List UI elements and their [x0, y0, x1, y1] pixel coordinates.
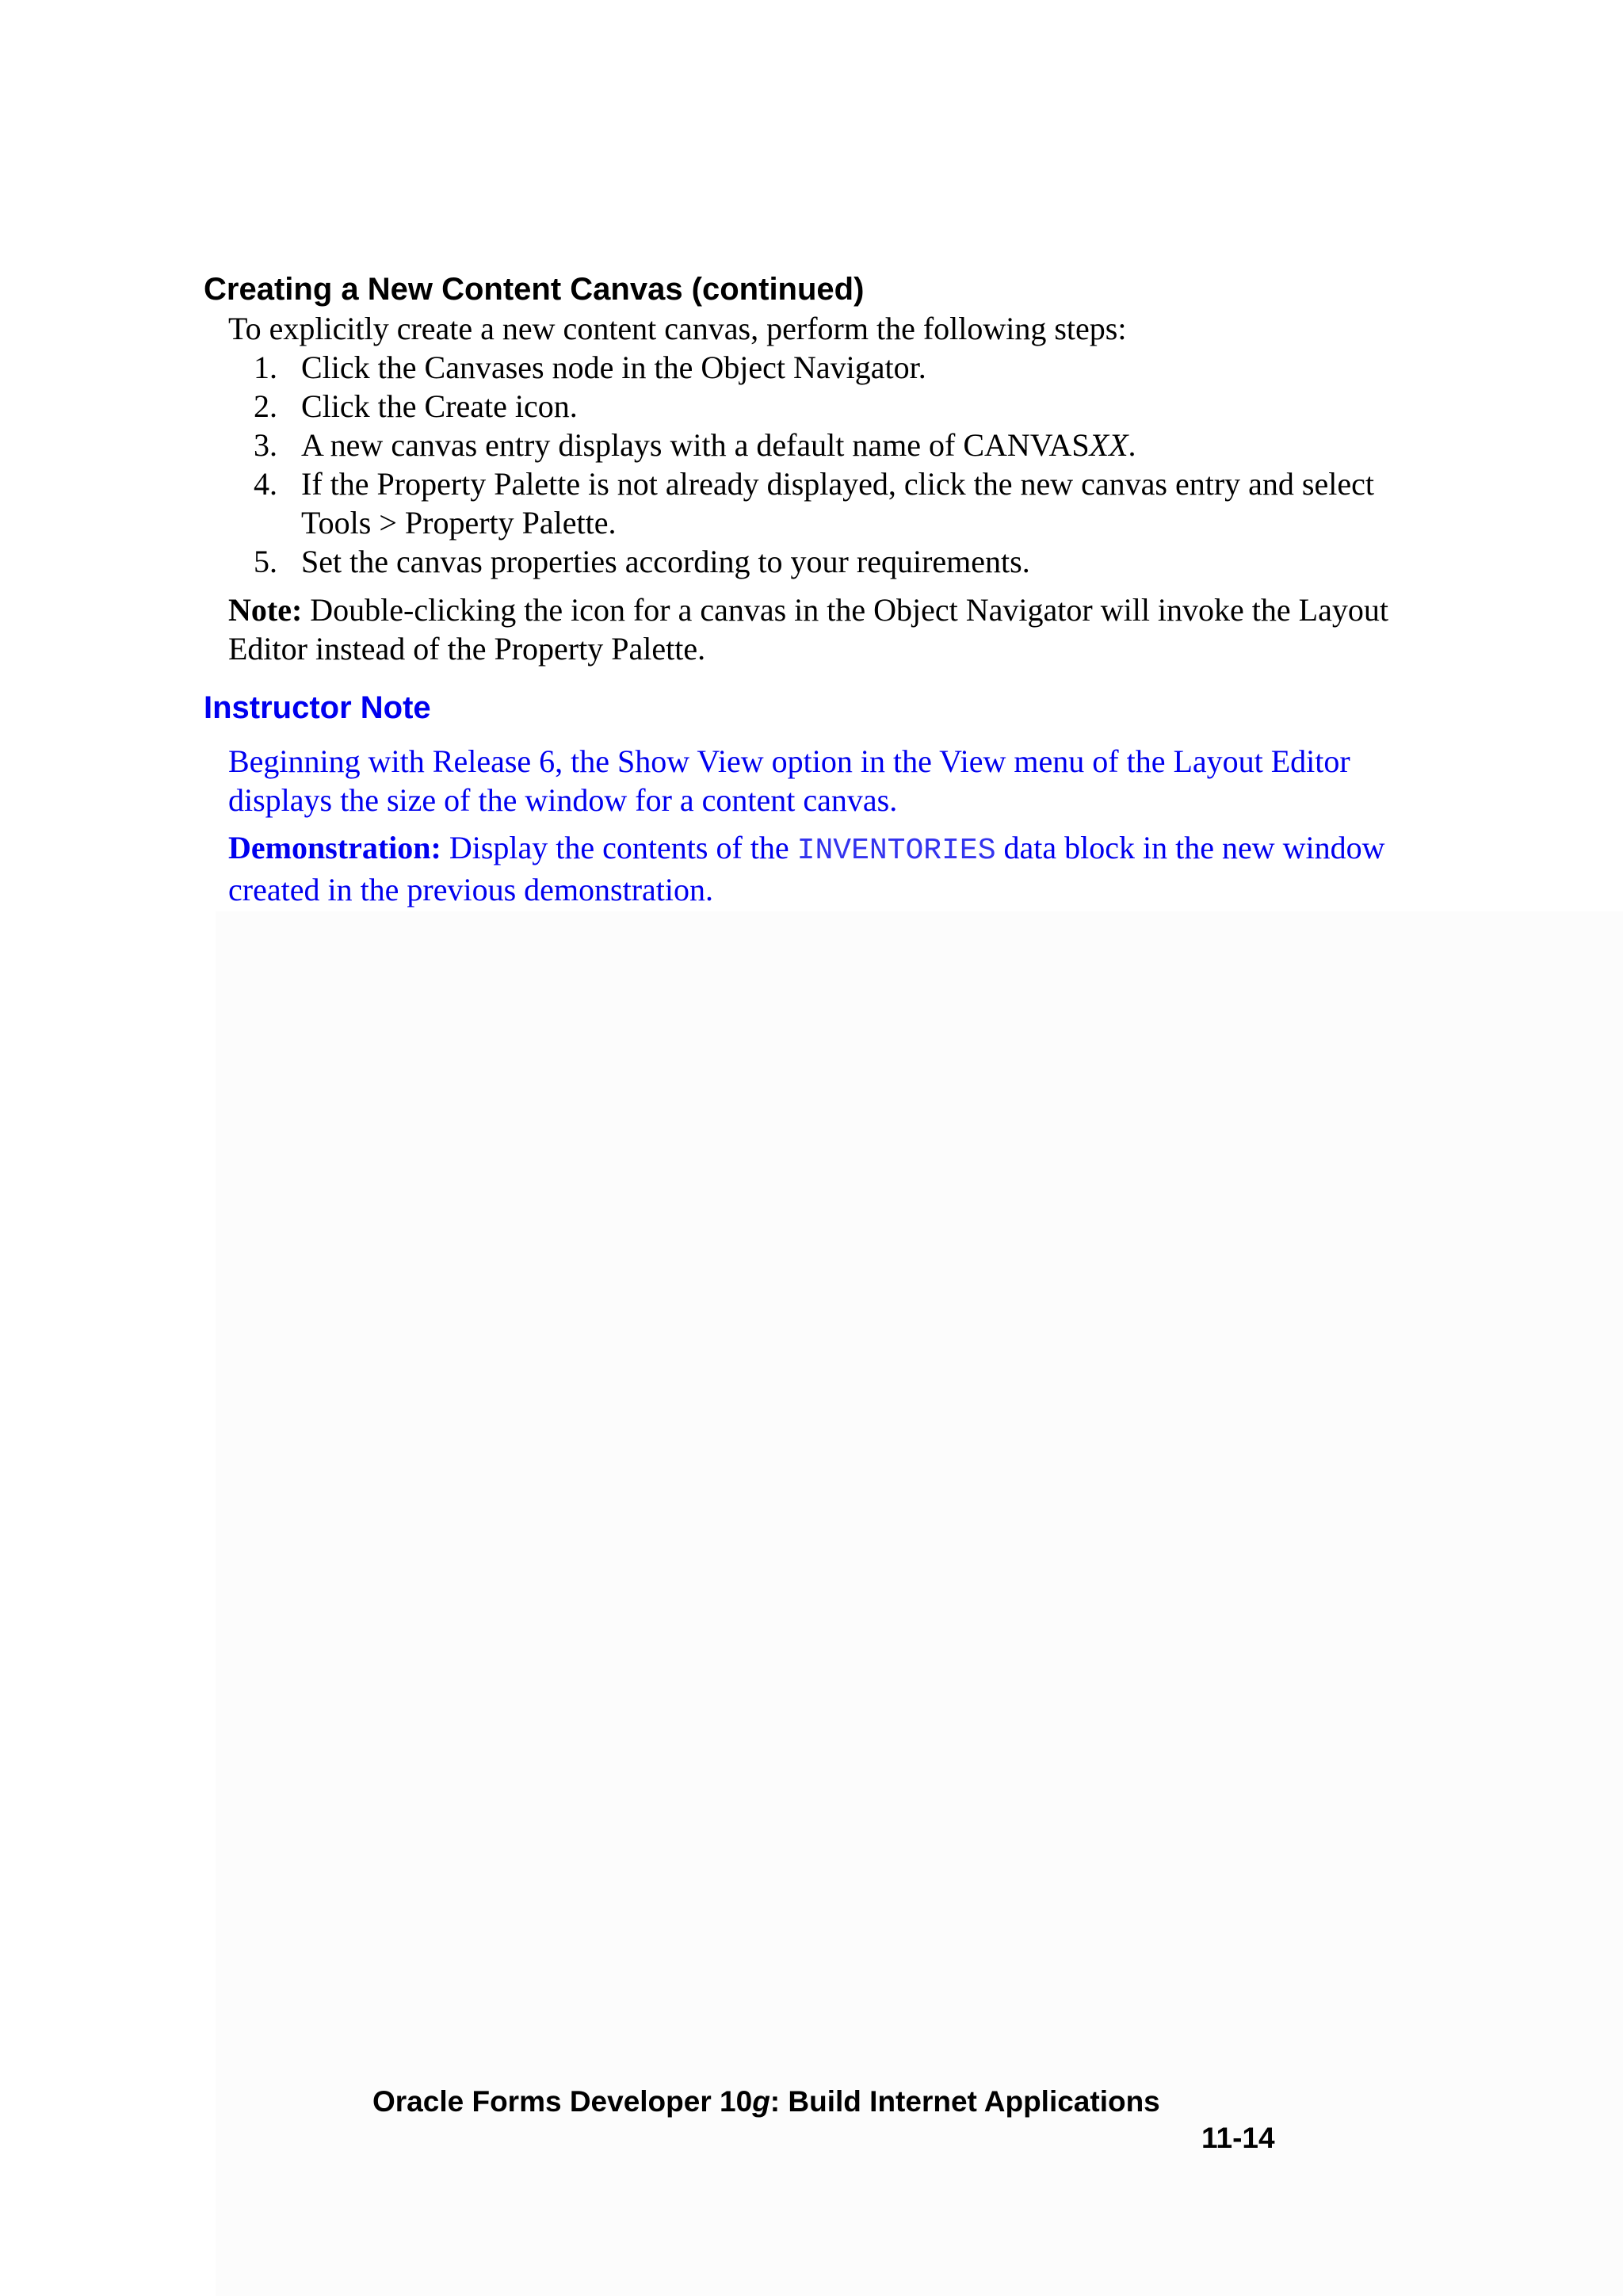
- note-text: Double-clicking the icon for a canvas in the Object Navigator will invoke the Layout Editor instead of the Property Palette.: [228, 592, 1388, 667]
- page-number: 11-14: [1201, 2122, 1275, 2154]
- intro-paragraph: To explicitly create a new content canvas, perform the following steps:: [228, 311, 1127, 346]
- list-item: [228, 464, 1440, 542]
- list-item: [228, 542, 1440, 581]
- footer-title-text: Oracle Forms Developer 10: [372, 2085, 753, 2118]
- step-text: Click the Create icon.: [301, 388, 578, 424]
- section-body: [228, 309, 1440, 668]
- demonstration-label: Demonstration:: [228, 830, 441, 865]
- step-number: 4.: [254, 466, 277, 502]
- instructor-note-paragraph: Beginning with Release 6, the Show View option in the View menu of the Layout Editor displays the size of the window for a content canvas.: [228, 743, 1350, 818]
- step-number: 1.: [254, 350, 277, 385]
- step-text-line2: Tools > Property Palette.: [301, 505, 617, 541]
- demonstration-text: Display the contents of the: [441, 830, 797, 865]
- note-paragraph: [228, 590, 1440, 668]
- note-label: Note:: [228, 592, 303, 628]
- instructor-note-body: [228, 742, 1440, 909]
- section-heading: Creating a New Content Canvas (continued): [204, 272, 865, 307]
- step-number: 3.: [254, 427, 277, 463]
- step-text-italic: XX: [1089, 427, 1128, 463]
- step-text: A new canvas entry displays with a default name of CANVAS: [301, 427, 1090, 463]
- footer-title: [372, 2084, 1160, 2120]
- step-text-end: .: [1128, 427, 1136, 463]
- step-text: Set the canvas properties according to your requirements.: [301, 544, 1030, 579]
- step-number: 5.: [254, 544, 277, 579]
- list-item: [228, 387, 1440, 426]
- step-number: 2.: [254, 388, 277, 424]
- page-content: [204, 269, 1440, 909]
- page-footer: [0, 2047, 1623, 2157]
- step-text: Click the Canvases node in the Object Navigator.: [301, 350, 926, 385]
- steps-list: [228, 348, 1440, 581]
- data-block-name: INVENTORIES: [796, 834, 996, 868]
- list-item: [228, 426, 1440, 464]
- demonstration-paragraph: [228, 828, 1440, 909]
- footer-title-end: : Build Internet Applications: [769, 2085, 1160, 2118]
- footer-title-italic: g: [752, 2085, 770, 2118]
- demonstration-text-end: data block in the new window created in the previous demonstration.: [228, 830, 1385, 907]
- instructor-note-heading: Instructor Note: [204, 690, 431, 725]
- list-item: [228, 348, 1440, 387]
- step-text-line1: If the Property Palette is not already displayed, click the new canvas entry and select: [301, 466, 1374, 502]
